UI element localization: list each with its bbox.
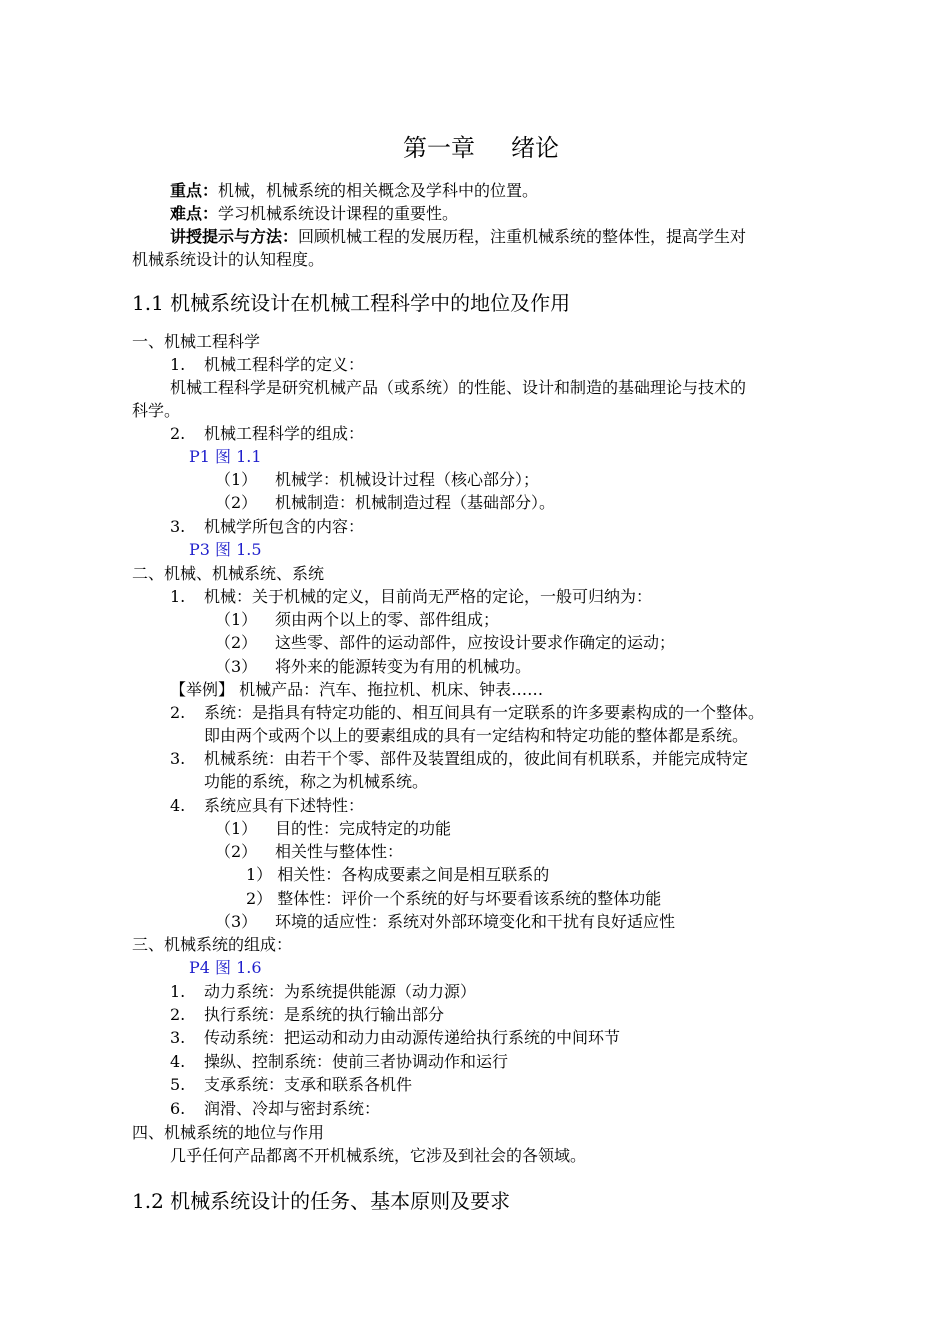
part2-heading: 二、机械、机械系统、系统 (132, 564, 325, 583)
chapter-number: 第一章 (403, 134, 475, 162)
part2-item3: 3. 机械系统：由若干个零、部件及装置组成的，彼此间有机联系，并能完成特定 (170, 749, 749, 768)
list-item: 1. 动力系统：为系统提供能源（动力源） (170, 982, 477, 1001)
part1-definition: 机械工程科学是研究机械产品（或系统）的性能、设计和制造的基础理论与技术的 (170, 378, 747, 397)
key-points-text: 机械，机械系统的相关概念及学科中的位置。 (218, 181, 539, 200)
part2-sub3: （3） 将外来的能源转变为有用的机械功。 (215, 657, 532, 676)
list-item: 3. 传动系统：把运动和动力由动源传递给执行系统的中间环节 (170, 1028, 621, 1047)
teaching-method (170, 227, 746, 247)
teaching-method-cont: 机械系统设计的认知程度。 (132, 250, 325, 269)
characteristic-2b: 2） 整体性：评价一个系统的好与坏要看该系统的整体功能 (246, 889, 662, 908)
characteristic-3: （3） 环境的适应性：系统对外部环境变化和干扰有良好适应性 (215, 912, 676, 931)
figure-reference: P3 图 1.5 (189, 540, 262, 559)
part3-heading: 三、机械系统的组成： (132, 935, 293, 954)
part2-item4: 4. 系统应具有下述特性： (170, 796, 365, 815)
chapter-name: 绪论 (511, 134, 559, 162)
chapter-title (403, 133, 559, 163)
part4-text: 几乎任何产品都离不开机械系统，它涉及到社会的各领域。 (170, 1146, 587, 1165)
section-heading-1-1: 1.1 机械系统设计在机械工程科学中的地位及作用 (132, 291, 571, 315)
key-points (170, 181, 538, 201)
list-item: 2. 执行系统：是系统的执行输出部分 (170, 1005, 445, 1024)
list-item: 4. 操纵、控制系统：使前三者协调动作和运行 (170, 1052, 509, 1071)
difficulties-text: 学习机械系统设计课程的重要性。 (218, 204, 459, 223)
difficulties-label: 难点： (170, 204, 219, 223)
difficulties (170, 204, 458, 224)
figure-reference: P1 图 1.1 (189, 447, 262, 466)
example-line: 【举例】 机械产品：汽车、拖拉机、机床、钟表…… (170, 680, 544, 699)
section-heading-1-2: 1.2 机械系统设计的任务、基本原则及要求 (132, 1189, 511, 1213)
part1-definition-cont: 科学。 (132, 401, 181, 420)
part4-heading: 四、机械系统的地位与作用 (132, 1123, 325, 1142)
teaching-method-text: 回顾机械工程的发展历程，注重机械系统的整体性，提高学生对 (298, 227, 747, 246)
characteristic-1: （1） 目的性：完成特定的功能 (215, 819, 452, 838)
part2-item2: 2. 系统：是指具有特定功能的、相互间具有一定联系的许多要素构成的一个整体。 (170, 703, 765, 722)
part2-item3-cont: 功能的系统，称之为机械系统。 (204, 772, 429, 791)
key-points-label: 重点： (170, 181, 219, 200)
part2-sub1: （1） 须由两个以上的零、部件组成； (215, 610, 500, 629)
figure-reference: P4 图 1.6 (189, 958, 262, 977)
part1-heading: 一、机械工程科学 (132, 332, 261, 351)
part2-item1: 1. 机械：关于机械的定义，目前尚无严格的定论，一般可归纳为： (170, 587, 653, 606)
part2-item2-cont: 即由两个或两个以上的要素组成的具有一定结构和特定功能的整体都是系统。 (204, 726, 749, 745)
list-item: 6. 润滑、冷却与密封系统： (170, 1099, 381, 1118)
part1-sub2: （2） 机械制造：机械制造过程（基础部分）。 (215, 493, 556, 512)
teaching-method-label: 讲授提示与方法： (170, 227, 299, 246)
part1-item2: 2. 机械工程科学的组成： (170, 424, 365, 443)
part2-sub2: （2） 这些零、部件的运动部件，应按设计要求作确定的运动； (215, 633, 676, 652)
characteristic-2a: 1） 相关性：各构成要素之间是相互联系的 (246, 865, 550, 884)
part1-item3: 3. 机械学所包含的内容： (170, 517, 365, 536)
part1-sub1: （1） 机械学：机械设计过程（核心部分）； (215, 470, 540, 489)
characteristic-2: （2） 相关性与整体性： (215, 842, 404, 861)
part1-item1: 1. 机械工程科学的定义： (170, 355, 365, 374)
list-item: 5. 支承系统：支承和联系各机件 (170, 1075, 413, 1094)
